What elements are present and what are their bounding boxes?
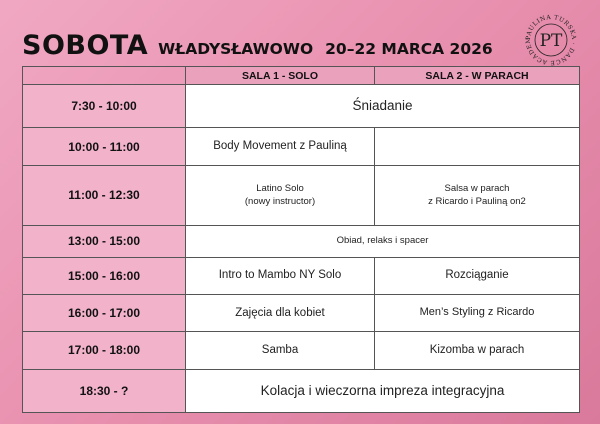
logo-seal-icon [523,12,579,68]
sala1-activity-cell [186,165,375,225]
header [22,30,493,61]
time-cell: 7:30 - 10:00 [23,85,186,128]
sala1-activity-cell: Intro to Mambo NY Solo [186,257,375,294]
time-cell: 10:00 - 11:00 [23,128,186,165]
column-header-sala1: SALA 1 - SOLO [186,67,375,85]
table-row [23,332,580,369]
time-cell: 13:00 - 15:00 [23,225,186,257]
sala2-activity-cell [375,128,580,165]
day-title: SOBOTA [22,30,149,61]
table-row [23,257,580,294]
sala2-activity-cell [375,165,580,225]
sala1-activity-cell: Samba [186,332,375,369]
merged-activity-cell: Kolacja i wieczorna impreza integracyjna [186,369,580,412]
sala2-activity-cell: Men’s Styling z Ricardo [375,294,580,331]
sala1-activity-cell: Body Movement z Pauliną [186,128,375,165]
sala2-activity-cell: Rozciąganie [375,257,580,294]
table-row [23,165,580,225]
table-row [23,294,580,331]
merged-activity-cell: Śniadanie [186,85,580,128]
table-row [23,225,580,257]
time-cell: 17:00 - 18:00 [23,332,186,369]
activity-line: Salsa w parach [444,182,510,194]
svg-text:PT: PT [539,31,563,51]
event-dates: 20–22 MARCA 2026 [325,40,493,58]
table-header-row [23,67,580,85]
corner-cell [23,67,186,85]
table-row [23,369,580,412]
table-row [23,85,580,128]
table-row [23,128,580,165]
time-cell: 16:00 - 17:00 [23,294,186,331]
academy-logo [523,12,579,68]
merged-activity-cell: Obiad, relaks i spacer [186,225,580,257]
column-header-sala2: SALA 2 - W PARACH [375,67,580,85]
svg-text:PAULINA TURSKA · DANCE ACADEMY: PAULINA TURSKA · DANCE ACADEM [524,13,578,67]
activity-line: Latino Solo [256,182,304,194]
location-title: WŁADYSŁAWOWO [158,40,314,58]
schedule-table [22,66,580,413]
time-cell: 15:00 - 16:00 [23,257,186,294]
time-cell: 18:30 - ? [23,369,186,412]
activity-line: (nowy instructor) [244,196,316,208]
activity-line: z Ricardo i Pauliną on2 [428,196,526,208]
sala1-activity-cell: Zajęcia dla kobiet [186,294,375,331]
sala2-activity-cell: Kizomba w parach [375,332,580,369]
time-cell: 11:00 - 12:30 [23,165,186,225]
